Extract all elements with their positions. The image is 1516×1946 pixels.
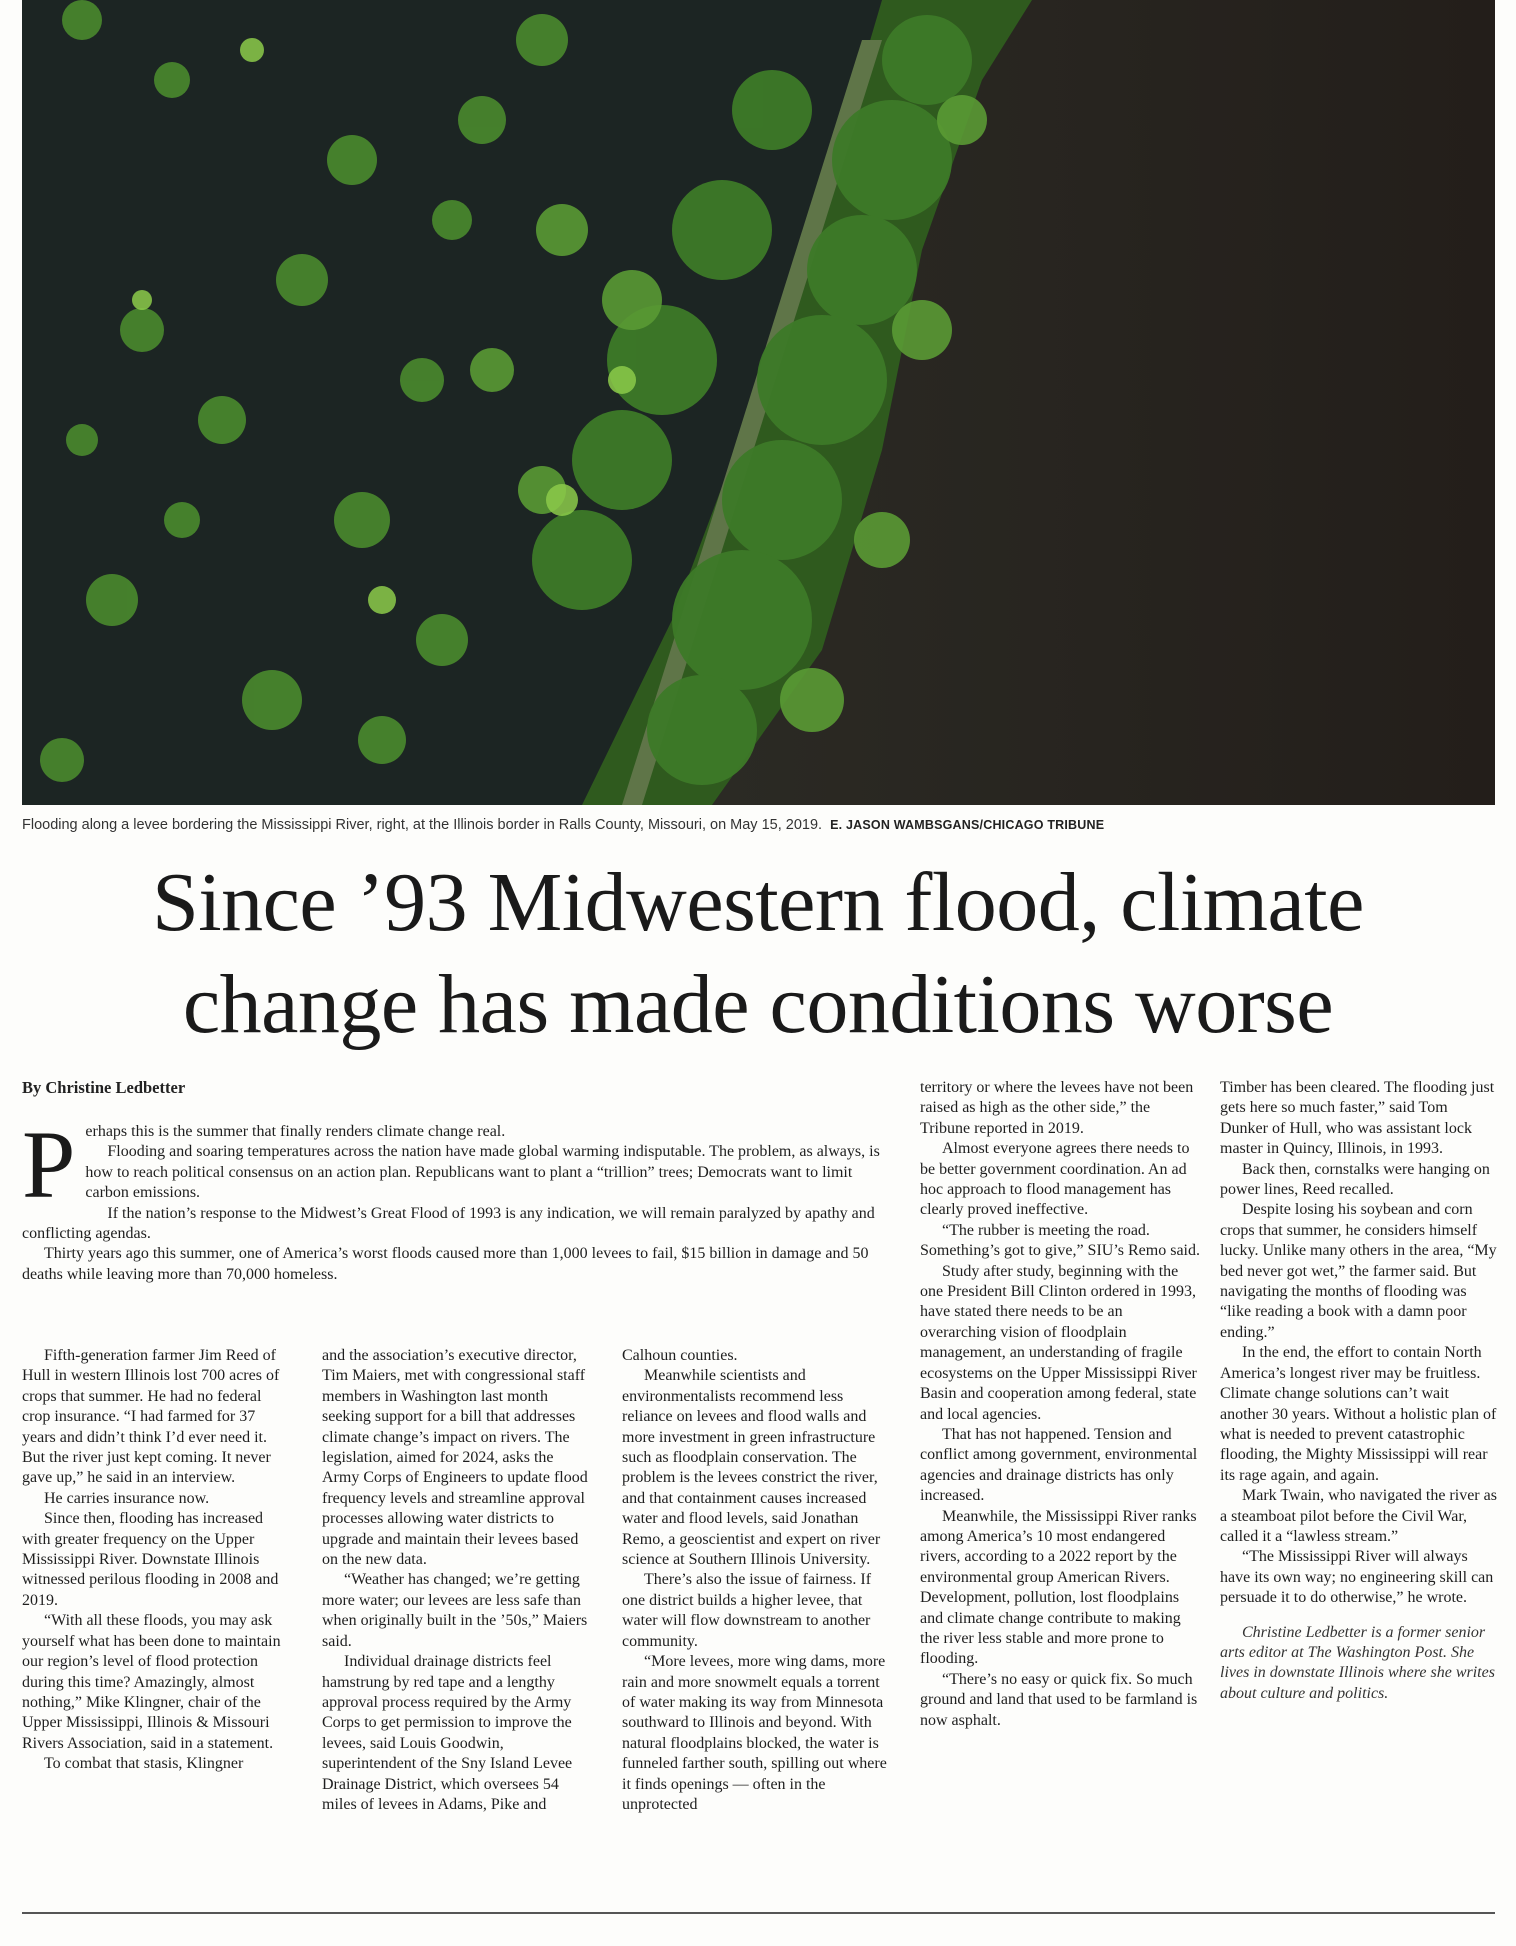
aerial-flood-photo — [22, 0, 1495, 805]
headline-line-2: change has made conditions worse — [182, 958, 1334, 1051]
paragraph: Since then, flooding has increased with greater frequency on the Upper Mississippi River. Downstate Illinois witnessed perilous flooding in 2008 and 2019. — [22, 1510, 279, 1609]
drop-cap: P — [22, 1111, 76, 1218]
paragraph: He carries insurance now. — [44, 1489, 210, 1507]
lead-paragraph: Flooding and soaring temperatures across the nation have made global warming indisputable. The problem, as always, is how to reach political consensus on an action plan. Republicans want to plant a “trillion” trees; Democrats want to limit carbon emissions. — [85, 1143, 880, 1202]
photo-image — [22, 0, 1495, 805]
paragraph: That has not happened. Tension and conflict among government, environmental agencies and drainage districts has only increased. — [920, 1425, 1198, 1505]
paragraph: Mark Twain, who navigated the river as a steamboat pilot before the Civil War, called it a “lawless stream.” — [1220, 1487, 1497, 1545]
headline — [0, 852, 1516, 1056]
paragraph: “More levees, more wing dams, more rain and more snowmelt equals a torrent of water making its way from Minnesota southward to Illinois and beyond. With natural floodplains blocked, the water is funneled farther south, spilling out where it finds openings — often in the unprotected — [622, 1653, 887, 1813]
photo-caption — [22, 815, 1495, 835]
column-5 — [1220, 1078, 1498, 1704]
paragraph: “The Mississippi River will always have its own way; no engineering skill can persuade it to do otherwise,” he wrote. — [1220, 1548, 1494, 1607]
lead-paragraph: erhaps this is the summer that finally renders climate change real. — [85, 1123, 506, 1140]
paragraph: Individual drainage districts feel hamstrung by red tape and a lengthy approval process required by the Army Corps to get permission to improve the levees, said Louis Goodwin, superintendent of the Sny Island Levee Drainage District, which oversees 54 miles of levees in Adams, Pike and — [322, 1653, 573, 1813]
photo-credit: E. JASON WAMBSGANS/CHICAGO TRIBUNE — [830, 818, 1105, 832]
paragraph: Study after study, beginning with the one President Bill Clinton ordered in 1993, have stated there needs to be an overarching vision of floodplain management, an understanding of fragile ecosystems on the Upper Mississippi River Basin and cooperation among federal, state and local agencies. — [920, 1262, 1197, 1423]
paragraph: Timber has been cleared. The flooding just gets here so much faster,” said Tom Dunker of Hull, who was assistant lock master in Quincy, Illinois, in 1993. — [1220, 1079, 1495, 1158]
paragraph: “With all these floods, you may ask yourself what has been done to maintain our region’s level of flood protection during this time? Amazingly, almost nothing,” Mike Klingner, chair of the Upper Mississippi, Illinois & Missouri Rivers Association, said in a statement. — [22, 1612, 281, 1752]
column-4 — [920, 1078, 1200, 1731]
bottom-rule — [22, 1912, 1495, 1914]
paragraph: Despite losing his soybean and corn crops that summer, he considers himself lucky. Unlike many others in the area, “My bed never got wet,” the farmer said. But navigating the months of flooding was “like reading a book with a damn poor ending.” — [1220, 1201, 1497, 1341]
paragraph: Calhoun counties. — [622, 1347, 738, 1364]
paragraph: “Weather has changed; we’re getting more water; our levees are less safe than when originally built in the ’50s,” Maiers said. — [322, 1571, 588, 1650]
paragraph: “There’s no easy or quick fix. So much ground and land that used to be farmland is now asphalt. — [920, 1670, 1198, 1729]
paragraph: Meanwhile, the Mississippi River ranks among America’s 10 most endangered rivers, according to a 2022 report by the environmental group American Rivers. Development, pollution, lost floodplains and climate change contribute to making the river less stable and more prone to flooding. — [920, 1507, 1197, 1668]
paragraph: Fifth-generation farmer Jim Reed of Hull in western Illinois lost 700 acres of crops that summer. He had no federal crop insurance. “I had farmed for 37 years and didn’t think I’d ever need it. But the river just kept coming. It never gave up,” he said in an interview. — [22, 1347, 280, 1487]
paragraph: Meanwhile scientists and environmentalists recommend less reliance on levees and flood walls and more investment in green infrastructure such as floodplain conservation. The problem is the levees constrict the river, and that containment causes increased water and flood levels, said Jonathan Remo, a geoscientist and expert on river science at Southern Illinois University. — [622, 1367, 881, 1569]
paragraph: territory or where the levees have not been raised as high as the other side,” the Tribune reported in 2019. — [920, 1079, 1194, 1137]
lead-paragraph: If the nation’s response to the Midwest’s Great Flood of 1993 is any indication, we will remain paralyzed by apathy and conflicting agendas. — [22, 1204, 875, 1243]
author-bio: Christine Ledbetter is a former senior arts editor at The Washington Post. She lives in downstate Illinois where she writes about culture and politics. — [1220, 1623, 1495, 1702]
byline: By Christine Ledbetter — [22, 1078, 186, 1097]
paragraph: To combat that stasis, Klingner — [44, 1755, 244, 1773]
column-2 — [322, 1346, 592, 1815]
headline-line-1: Since ’93 Midwestern flood, climate — [152, 856, 1364, 949]
column-3 — [622, 1346, 892, 1815]
paragraph: “The rubber is meeting the road. Something’s got to give,” SIU’s Remo said. — [920, 1221, 1200, 1260]
lead-paragraph: Thirty years ago this summer, one of America’s worst floods caused more than 1,000 levees to fail, $15 billion in damage and 50 deaths while leaving more than 70,000 homeless. — [22, 1245, 869, 1283]
paragraph: There’s also the issue of fairness. If one district builds a higher levee, that water will flow downstream to another community. — [622, 1571, 872, 1650]
caption-text: Flooding along a levee bordering the Mississippi River, right, at the Illinois border in Ralls County, Missouri, on May 15, 2019. — [22, 817, 823, 833]
paragraph: Almost everyone agrees there needs to be better government coordination. An ad hoc approach to flood management has clearly proved ineffective. — [920, 1140, 1190, 1219]
paragraph: Back then, cornstalks were hanging on power lines, Reed recalled. — [1220, 1160, 1490, 1199]
column-1 — [22, 1346, 292, 1775]
lead-section — [22, 1111, 892, 1285]
paragraph: and the association’s executive director, Tim Maiers, met with congressional staff members in Washington last month seeking support for a bill that addresses climate change’s impact on rivers. The legislation, aimed for 2024, asks the Army Corps of Engineers to update flood frequency levels and streamline approval processes allowing water districts to upgrade and maintain their levees based on the new data. — [322, 1347, 588, 1569]
paragraph: In the end, the effort to contain North America’s longest river may be fruitless. Climate change solutions can’t wait another 30 years. Without a holistic plan of what is needed to prevent catastrophic flooding, the Mighty Mississippi will rear its rage again, and again. — [1220, 1344, 1497, 1484]
